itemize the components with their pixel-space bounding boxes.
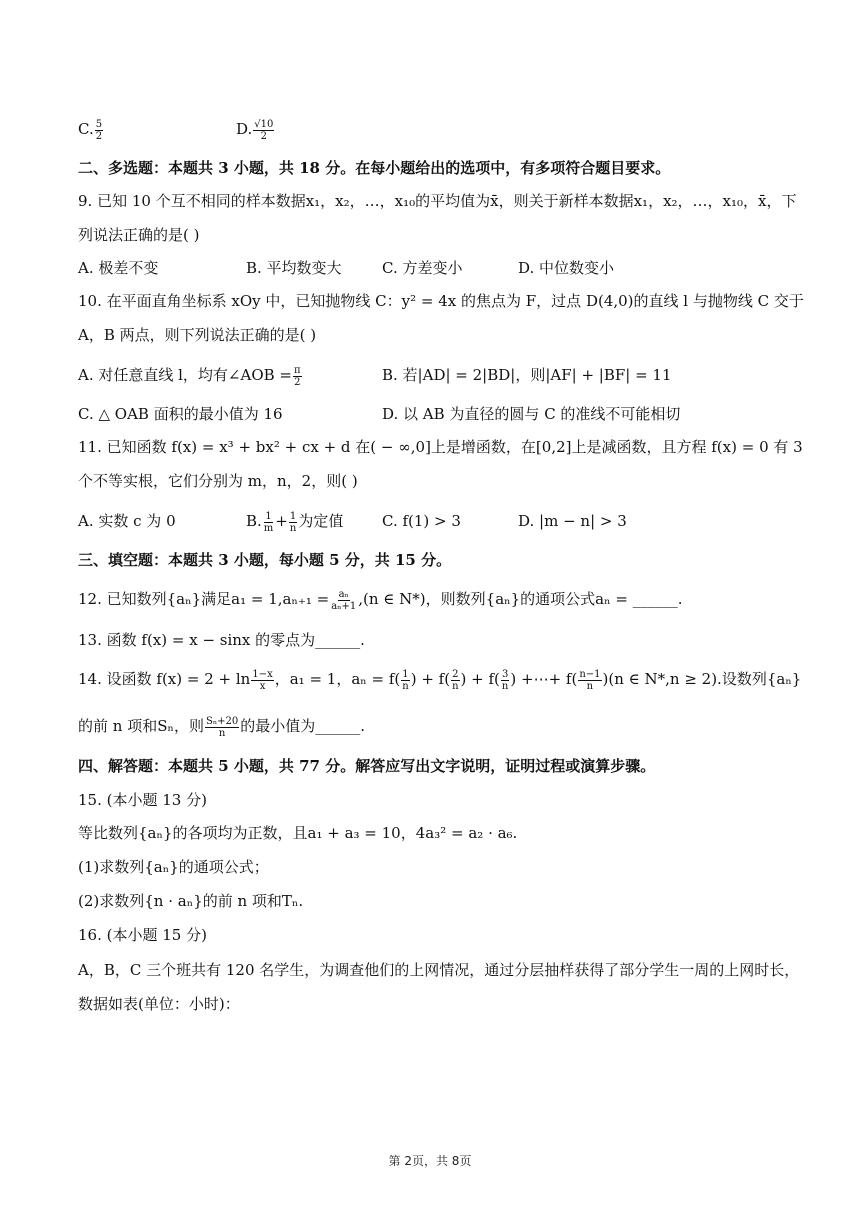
- q11-option-b: [246, 510, 343, 534]
- q8-option-c-label: C.: [78, 120, 94, 138]
- q14-f2-den: n: [452, 680, 459, 692]
- q10-a-numerator: π: [294, 364, 301, 376]
- q14-s-fraction: [205, 716, 239, 739]
- q14-f1-num: 1: [402, 668, 409, 680]
- q11-b-den2: n: [289, 522, 297, 534]
- section4-heading: 四、解答题：本题共 5 小题，共 77 分。解答应写出文字说明，证明过程或演算步骤。: [78, 757, 656, 775]
- q16-line2: 数据如表(单位：小时)：: [78, 995, 240, 1013]
- q8-d-denominator: 2: [260, 130, 267, 142]
- q9-line1: 9. 已知 10 个互不相同的样本数据x₁，x₂，…，x₁₀的平均值为x̄，则关于新样本数据x₁，x₂，…，x₁₀，x̄，下: [78, 192, 797, 210]
- q14-ln-fraction: [251, 669, 273, 692]
- q11-line1: 11. 已知函数 f(x) = x³ + bx² + cx + d 在( − ∞,0]上是增函数，在[0,2]上是减函数，且方程 f(x) = 0 有 3: [78, 438, 803, 456]
- q14-line2-post: 的最小值为______.: [240, 717, 366, 735]
- q10-line2: A，B 两点，则下列说法正确的是( ): [78, 326, 317, 344]
- q12-denominator: aₙ+1: [331, 600, 357, 612]
- q15-heading: 15. (本小题 13 分): [78, 791, 207, 809]
- q8-option-c-fraction: [95, 119, 103, 142]
- q14-f2-num: 2: [452, 668, 459, 680]
- q10-option-d: D. 以 AB 为直径的圆与 C 的准线不可能相切: [382, 405, 681, 423]
- q14-f4: [578, 669, 601, 692]
- q8-d-numerator: √10: [254, 118, 274, 130]
- q14-f3-num: 3: [501, 668, 509, 680]
- q9-line2: 列说法正确的是( ): [78, 226, 200, 244]
- q11-b-fraction-1: [263, 511, 274, 534]
- q13-line: 13. 函数 f(x) = x − sinx 的零点为______.: [78, 631, 365, 649]
- q14-mid3: ) + f(: [460, 670, 500, 688]
- q14-mid2: ) + f(: [410, 670, 451, 688]
- q9-option-c: C. 方差变小: [382, 259, 463, 277]
- q16-heading: 16. (本小题 15 分): [78, 926, 207, 944]
- q11-option-c: C. f(1) > 3: [382, 512, 461, 530]
- q14-f1: [401, 669, 409, 692]
- q11-option-d: D. |m − n| > 3: [518, 512, 627, 530]
- q14-pre: 14. 设函数 f(x) = 2 + ln: [78, 670, 251, 688]
- q14-f1-den: n: [402, 680, 409, 692]
- q10-a-text: A. 对任意直线 l，均有∠AOB =: [78, 366, 292, 384]
- q11-b-plus: +: [275, 512, 288, 530]
- q14-s-numerator: Sₙ+20: [205, 715, 239, 727]
- q11-b-num2: 1: [289, 510, 297, 522]
- q14-line1: [78, 668, 801, 692]
- q14-line2: [78, 715, 365, 739]
- q10-a-denominator: 2: [294, 376, 301, 388]
- q8-option-d-fraction: [253, 119, 274, 142]
- q11-line2: 个不等实根，它们分别为 m，n，2，则( ): [78, 472, 358, 490]
- q11-option-a: A. 实数 c 为 0: [78, 512, 176, 530]
- q14-f4-den: n: [586, 680, 594, 692]
- q16-line1: A，B，C 三个班共有 120 名学生，为调查他们的上网情况，通过分层抽样获得了部分学生一周的上网时长，: [78, 961, 800, 979]
- q11-b-den1: m: [263, 522, 274, 534]
- q14-s-denominator: n: [218, 727, 226, 739]
- q12-fraction: [330, 589, 357, 612]
- q9-option-a: A. 极差不变: [78, 259, 159, 277]
- q10-option-b: B. 若|AD| = 2|BD|，则|AF| + |BF| = 11: [382, 366, 672, 384]
- q12-post: ,(n ∈ N*)，则数列{aₙ}的通项公式aₙ = ______.: [358, 590, 683, 608]
- q8-option-c: [78, 118, 104, 142]
- q12-line: [78, 588, 682, 612]
- q11-b-label: B.: [246, 512, 262, 530]
- q14-mid4: ) +⋯+ f(: [510, 670, 578, 688]
- q10-a-fraction: [293, 365, 302, 388]
- q10-option-a: [78, 364, 303, 388]
- q14-f2: [451, 669, 459, 692]
- q15-line3: (2)求数列{n · aₙ}的前 n 项和Tₙ.: [78, 892, 304, 910]
- q14-f3: [501, 669, 509, 692]
- q8-option-d-label: D.: [236, 120, 253, 138]
- q10-option-c: C. △ OAB 面积的最小值为 16: [78, 405, 283, 423]
- q14-line2-pre: 的前 n 项和Sₙ，则: [78, 717, 204, 735]
- q14-mid1: ，a₁ = 1，aₙ = f(: [274, 670, 401, 688]
- q9-option-d: D. 中位数变小: [518, 259, 615, 277]
- q12-numerator: aₙ: [338, 588, 349, 600]
- q15-line2: (1)求数列{aₙ}的通项公式；: [78, 858, 269, 876]
- q14-f4-num: n−1: [579, 668, 601, 680]
- section3-heading: 三、填空题：本题共 3 小题，每小题 5 分，共 15 分。: [78, 551, 452, 569]
- q11-b-fraction-2: [289, 511, 297, 534]
- q14-ln-denominator: x: [259, 680, 266, 692]
- section2-heading: 二、多选题：本题共 3 小题，共 18 分。在每小题给出的选项中，有多项符合题目要求。: [78, 159, 671, 177]
- q10-line1: 10. 在平面直角坐标系 xOy 中，已知抛物线 C：y² = 4x 的焦点为 F，过点 D(4,0)的直线 l 与抛物线 C 交于: [78, 292, 804, 310]
- page-footer: 第 2页，共 8页: [388, 1154, 472, 1168]
- q14-post: )(n ∈ N*,n ≥ 2).设数列{aₙ}: [602, 670, 802, 688]
- q11-b-post: 为定值: [298, 512, 344, 530]
- q11-b-num1: 1: [265, 510, 272, 522]
- q8-c-numerator: 5: [95, 118, 103, 130]
- q14-ln-numerator: 1−x: [252, 668, 273, 680]
- q9-option-b: B. 平均数变大: [246, 259, 342, 277]
- q8-c-denominator: 2: [95, 130, 103, 142]
- q8-option-d: [236, 118, 275, 142]
- q15-line1: 等比数列{aₙ}的各项均为正数，且a₁ + a₃ = 10，4a₃² = a₂ · a₆.: [78, 824, 518, 842]
- q14-f3-den: n: [501, 680, 509, 692]
- q12-pre: 12. 已知数列{aₙ}满足a₁ = 1,aₙ₊₁ =: [78, 590, 330, 608]
